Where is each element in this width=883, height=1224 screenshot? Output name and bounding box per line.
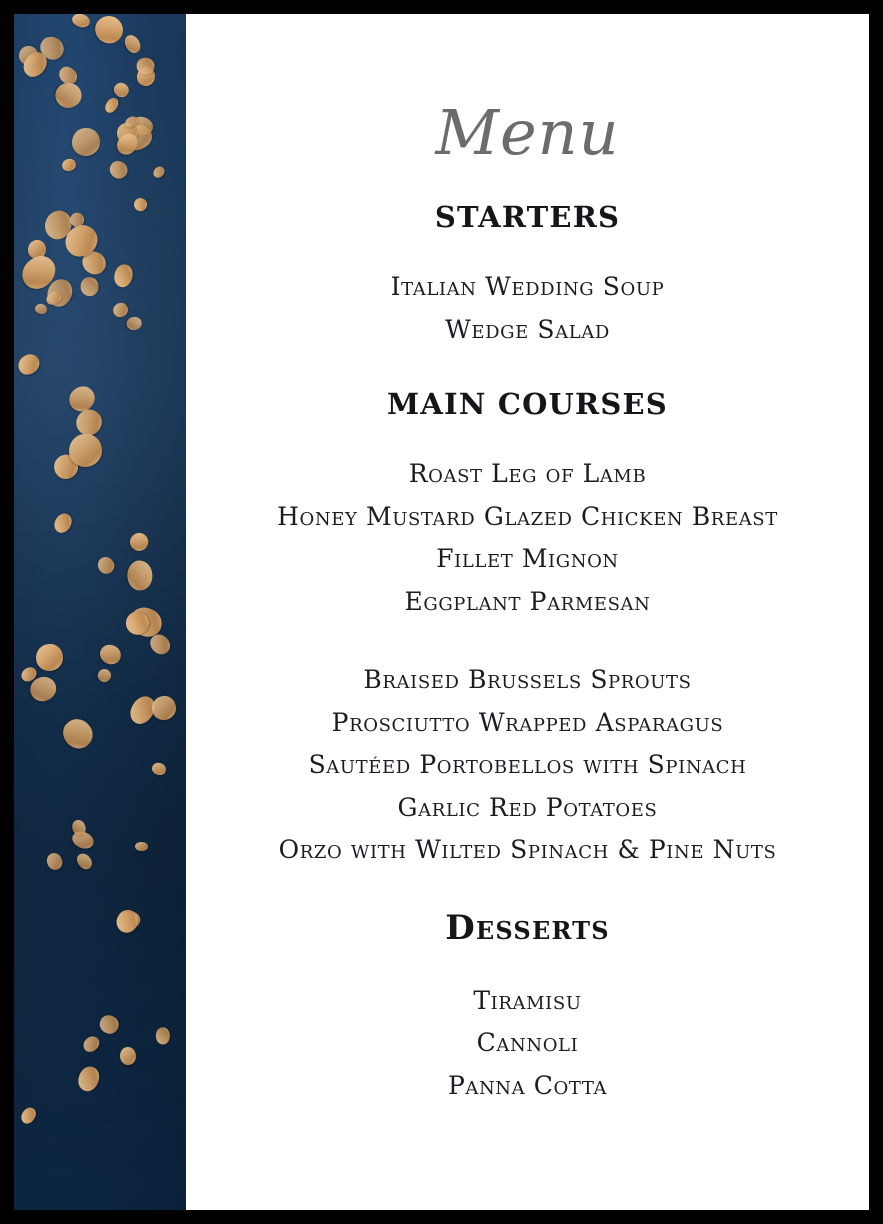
section-main-group-2 bbox=[186, 659, 869, 872]
gold-dot bbox=[135, 841, 148, 851]
menu-item: Fillet Mignon bbox=[436, 544, 619, 573]
menu-item: Orzo with Wilted Spinach & Pine Nuts bbox=[278, 835, 777, 864]
menu-content bbox=[186, 14, 869, 1210]
menu-item: Garlic Red Potatoes bbox=[397, 792, 658, 822]
section-heading-desserts: Desserts bbox=[445, 907, 610, 948]
decorative-gold-dot-band bbox=[14, 14, 186, 1210]
page-title: Menu bbox=[435, 96, 620, 169]
menu-item: Prosciutto Wrapped Asparagus bbox=[331, 707, 724, 737]
menu-item: Cannoli bbox=[476, 1028, 579, 1057]
menu-item: Roast Leg of Lamb bbox=[408, 459, 647, 488]
menu-item: Italian Wedding Soup bbox=[390, 272, 665, 301]
menu-item: Eggplant Parmesan bbox=[404, 586, 651, 616]
menu-item: Panna Cotta bbox=[447, 1070, 608, 1100]
menu-item: Tiramisu bbox=[473, 985, 582, 1015]
section-desserts-group-1 bbox=[186, 980, 869, 1108]
section-heading-starters: STARTERS bbox=[434, 200, 621, 234]
gold-dot bbox=[80, 277, 98, 296]
section-main-group-1 bbox=[186, 453, 869, 623]
gold-dot bbox=[155, 1027, 169, 1044]
menu-item: Sautéed Portobellos with Spinach bbox=[308, 750, 747, 779]
menu-card bbox=[14, 14, 869, 1210]
gold-dot bbox=[127, 560, 152, 590]
menu-item: Wedge Salad bbox=[445, 314, 610, 344]
section-starters-group-1 bbox=[186, 266, 869, 351]
menu-item: Braised Brussels Sprouts bbox=[363, 665, 692, 694]
menu-item: Honey Mustard Glazed Chicken Breast bbox=[277, 501, 778, 531]
section-heading-main-courses: MAIN COURSES bbox=[387, 387, 668, 421]
